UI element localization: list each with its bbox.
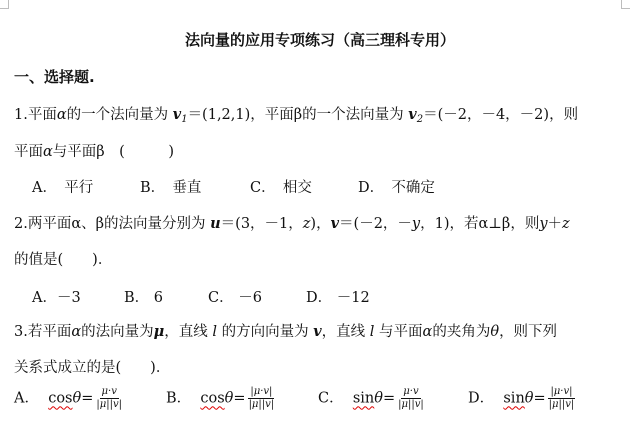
q1-text: 1.平面 (14, 107, 57, 123)
q3-option-b (166, 386, 318, 411)
q3-option-c-theta: θ (374, 390, 383, 407)
q3-text: 3.若平面 (14, 324, 72, 340)
q3-option-a-eq: = (81, 390, 94, 407)
q3-text: ，则下列 (499, 324, 558, 340)
q3-vector-v: v (313, 323, 322, 340)
q1-text: 平面 (14, 144, 43, 160)
q3-option-b-numerator: |μ·v| (250, 386, 273, 397)
q3-option-b-fraction (247, 386, 277, 411)
q3-text: 的法向量为 (81, 324, 154, 340)
q3-option-b-func: cos (200, 390, 225, 407)
q2-text: 的值是( )． (14, 252, 113, 268)
q3-option-a-func: cos (48, 390, 73, 407)
q2-var-y: y (411, 216, 421, 232)
question-1-options (32, 176, 435, 197)
q1-subscript-2: 2 (416, 114, 424, 125)
q3-option-a-numerator: μ·v (101, 386, 117, 397)
q2-option-b: B． 6 (124, 290, 163, 306)
q1-text: 与平面β ( ) (52, 144, 174, 160)
q3-vector-mu: μ (153, 323, 165, 340)
question-1-line-1 (14, 103, 578, 125)
q3-option-d-fraction (547, 386, 577, 411)
q3-option-c-eq: = (382, 390, 396, 407)
q1-alpha: α (43, 144, 53, 160)
q3-text: ，直线 (321, 324, 370, 340)
q1-alpha: α (56, 107, 67, 123)
q3-option-a-fraction (94, 386, 124, 411)
q3-text: 的夹角为 (432, 324, 491, 340)
q2-option-d: D． －12 (306, 290, 370, 306)
q3-option-b-theta: θ (224, 390, 234, 407)
document-title: 法向量的应用专项练习（高三理科专用） (184, 31, 455, 49)
q2-text: ＝(－2，－ (339, 216, 412, 232)
q3-option-d-eq: = (533, 390, 546, 407)
q3-line-l: l (212, 324, 218, 340)
q2-option-c: C． －6 (208, 290, 262, 306)
crop-mark-top-right (621, 0, 630, 9)
q3-option-a (14, 386, 166, 411)
q2-vector-v: v (330, 215, 340, 232)
q1-subscript-1: 1 (181, 114, 188, 125)
q3-theta: θ (490, 324, 500, 340)
q2-vector-u: u (210, 215, 221, 232)
question-2-line-1 (14, 212, 570, 233)
q1-text: ＝(1,2,1)，平面β的一个法向量为 (187, 107, 409, 123)
question-3-line-2 (14, 356, 170, 377)
question-2-line-2 (14, 248, 112, 269)
q2-var-z: z (562, 216, 570, 232)
q1-vector-v1: v (172, 106, 182, 123)
q3-option-c-denominator: |μ||v| (398, 399, 424, 410)
q3-option-d-label: D． (468, 390, 495, 407)
q1-text: ＝(－2，－4，－2)，则 (423, 107, 579, 123)
q2-plus: ＋ (547, 216, 563, 232)
q1-text: 的一个法向量为 (66, 107, 173, 123)
q1-option-a: A． 平行 (32, 180, 94, 196)
question-3-options (14, 386, 577, 411)
q3-option-d-func: sin (503, 390, 525, 407)
q3-option-b-label: B． (166, 390, 192, 407)
q3-option-d-theta: θ (524, 390, 534, 407)
q2-option-a: A．－3 (32, 290, 81, 306)
crop-mark-top-left (0, 0, 9, 9)
q3-option-c-fraction (396, 386, 426, 411)
q1-option-b: B． 垂直 (140, 180, 202, 196)
q1-option-d: D． 不确定 (358, 180, 435, 196)
q3-alpha: α (71, 324, 82, 340)
q3-option-a-denominator: |μ||v| (96, 399, 123, 410)
q2-var-z: z (302, 216, 311, 232)
q3-alpha: α (422, 324, 433, 340)
q2-text: )， (310, 216, 331, 232)
q3-option-b-denominator: |μ||v| (248, 399, 275, 410)
q3-text: ，直线 (164, 324, 213, 340)
q3-text: 与平面 (374, 324, 423, 340)
q3-text: 关系式成立的是( )． (14, 360, 171, 376)
q3-option-a-label: A． (14, 390, 39, 407)
q3-option-c-numerator: μ·v (403, 386, 419, 397)
q2-var-y: y (539, 216, 548, 232)
question-1-line-2 (14, 140, 174, 161)
q3-option-d (468, 386, 577, 411)
q3-option-d-denominator: |μ||v| (548, 399, 575, 410)
q3-option-b-eq: = (233, 390, 246, 407)
q3-option-c-func: sin (352, 390, 375, 407)
q3-option-c (318, 386, 468, 411)
q1-option-c: C． 相交 (250, 180, 312, 196)
question-2-options (32, 286, 370, 307)
q3-option-c-label: C． (318, 390, 344, 407)
q3-text: 的方向向量为 (217, 324, 314, 340)
q2-text: ，1)，若α⊥β，则 (420, 216, 540, 232)
q3-option-d-numerator: |μ·v| (550, 386, 573, 397)
q3-line-l: l (369, 324, 375, 340)
q1-vector-v2: v (408, 106, 417, 123)
section-heading: 一、选择题. (14, 68, 95, 86)
q3-option-a-theta: θ (72, 390, 82, 407)
q2-text: ＝(3，－1， (220, 216, 303, 232)
q2-text: 2.两平面α、β的法向量分别为 (14, 216, 211, 232)
question-3-line-1 (14, 320, 557, 341)
